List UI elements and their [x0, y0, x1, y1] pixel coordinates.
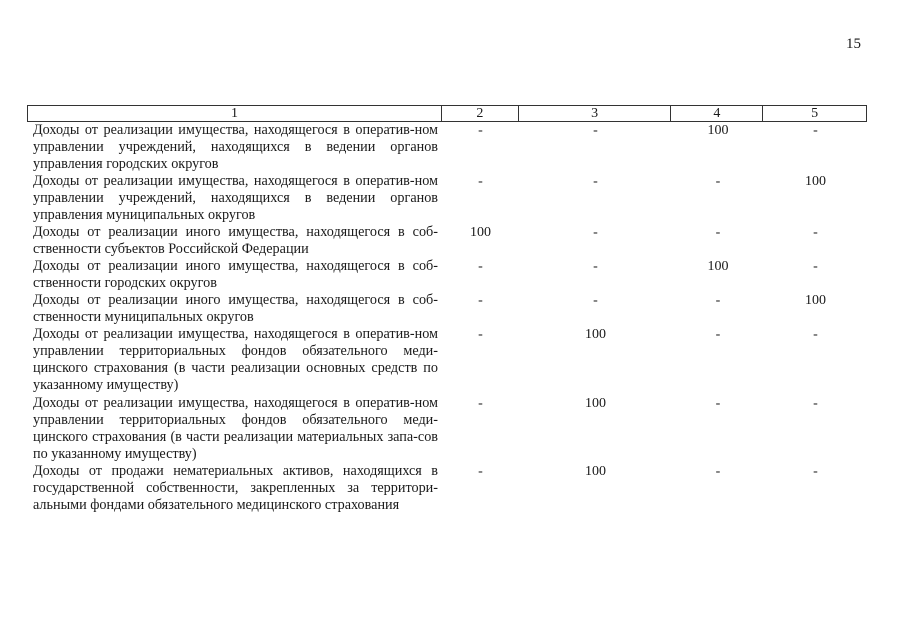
row-description: Доходы от реализации имущества, находящегося в оператив-ном управлении территориальных фондов обязательного меди-цинского страхования (в части реализации материальных запа-сов по указанному имуществу) — [33, 395, 438, 462]
row-value-col-3: - — [593, 123, 598, 138]
row-description: Доходы от реализации имущества, находящегося в оператив-ном управлении учреждений, находящихся в ведении органов управления городских округов — [33, 122, 438, 172]
table-row — [27, 395, 867, 463]
row-value-col-2: - — [478, 396, 483, 411]
row-value-col-4: - — [715, 225, 721, 240]
header-col-5: 5 — [811, 106, 819, 121]
table-row — [27, 173, 867, 224]
header-col-4: 4 — [671, 106, 763, 121]
header-col-2: 2 — [442, 106, 519, 121]
row-value-col-5: - — [813, 464, 818, 479]
row-value-col-2: 100 — [470, 225, 491, 240]
row-description: Доходы от реализации иного имущества, находящегося в соб-ственности муниципальных округов — [33, 292, 438, 325]
row-value-col-4: - — [715, 464, 721, 479]
row-value-col-5: - — [813, 225, 818, 240]
page-number: 15 — [846, 36, 861, 52]
row-value-col-5: - — [813, 396, 818, 411]
row-value-col-2: - — [478, 327, 483, 342]
row-description: Доходы от продажи нематериальных активов, находящихся в государственной собственности, закрепленных за территори-альными фондами обязательного медицинского страхования — [33, 463, 438, 513]
header-col-3: 3 — [519, 106, 672, 121]
table-header-row — [27, 105, 867, 122]
table-row — [27, 292, 867, 326]
revenue-table — [27, 105, 867, 515]
row-value-col-4: - — [715, 327, 721, 342]
row-value-col-2: - — [478, 464, 483, 479]
row-value-col-3: 100 — [585, 396, 606, 411]
row-value-col-2: - — [478, 174, 483, 189]
row-value-col-4: - — [715, 396, 721, 411]
table-row — [27, 463, 867, 515]
table-row — [27, 326, 867, 395]
row-value-col-5: 100 — [805, 293, 826, 308]
table-row — [27, 258, 867, 292]
row-value-col-3: 100 — [585, 464, 606, 479]
row-value-col-3: - — [593, 225, 598, 240]
row-value-col-2: - — [478, 123, 483, 138]
row-value-col-4: - — [715, 174, 721, 189]
row-value-col-4: 100 — [707, 123, 729, 138]
row-value-col-4: - — [715, 293, 721, 308]
row-value-col-3: - — [593, 293, 598, 308]
row-value-col-4: 100 — [707, 259, 729, 274]
row-description: Доходы от реализации имущества, находящегося в оператив-ном управлении территориальных фондов обязательного меди-цинского страхования (в части реализации основных средств по указанному имуществу) — [33, 326, 438, 393]
row-value-col-5: 100 — [805, 174, 826, 189]
row-value-col-5: - — [813, 123, 818, 138]
row-value-col-3: - — [593, 174, 598, 189]
row-description: Доходы от реализации иного имущества, находящегося в соб-ственности городских округов — [33, 258, 438, 291]
row-value-col-5: - — [813, 327, 818, 342]
row-value-col-2: - — [478, 259, 483, 274]
row-value-col-3: 100 — [585, 327, 606, 342]
row-description: Доходы от реализации имущества, находящегося в оператив-ном управлении учреждений, находящихся в ведении органов управления муниципальных округов — [33, 173, 438, 223]
row-value-col-5: - — [813, 259, 818, 274]
header-col-1: 1 — [28, 106, 442, 121]
table-row — [27, 122, 867, 173]
row-value-col-3: - — [593, 259, 598, 274]
row-value-col-2: - — [478, 293, 483, 308]
table-row — [27, 224, 867, 258]
row-description: Доходы от реализации иного имущества, находящегося в соб-ственности субъектов Российской Федерации — [33, 224, 438, 257]
